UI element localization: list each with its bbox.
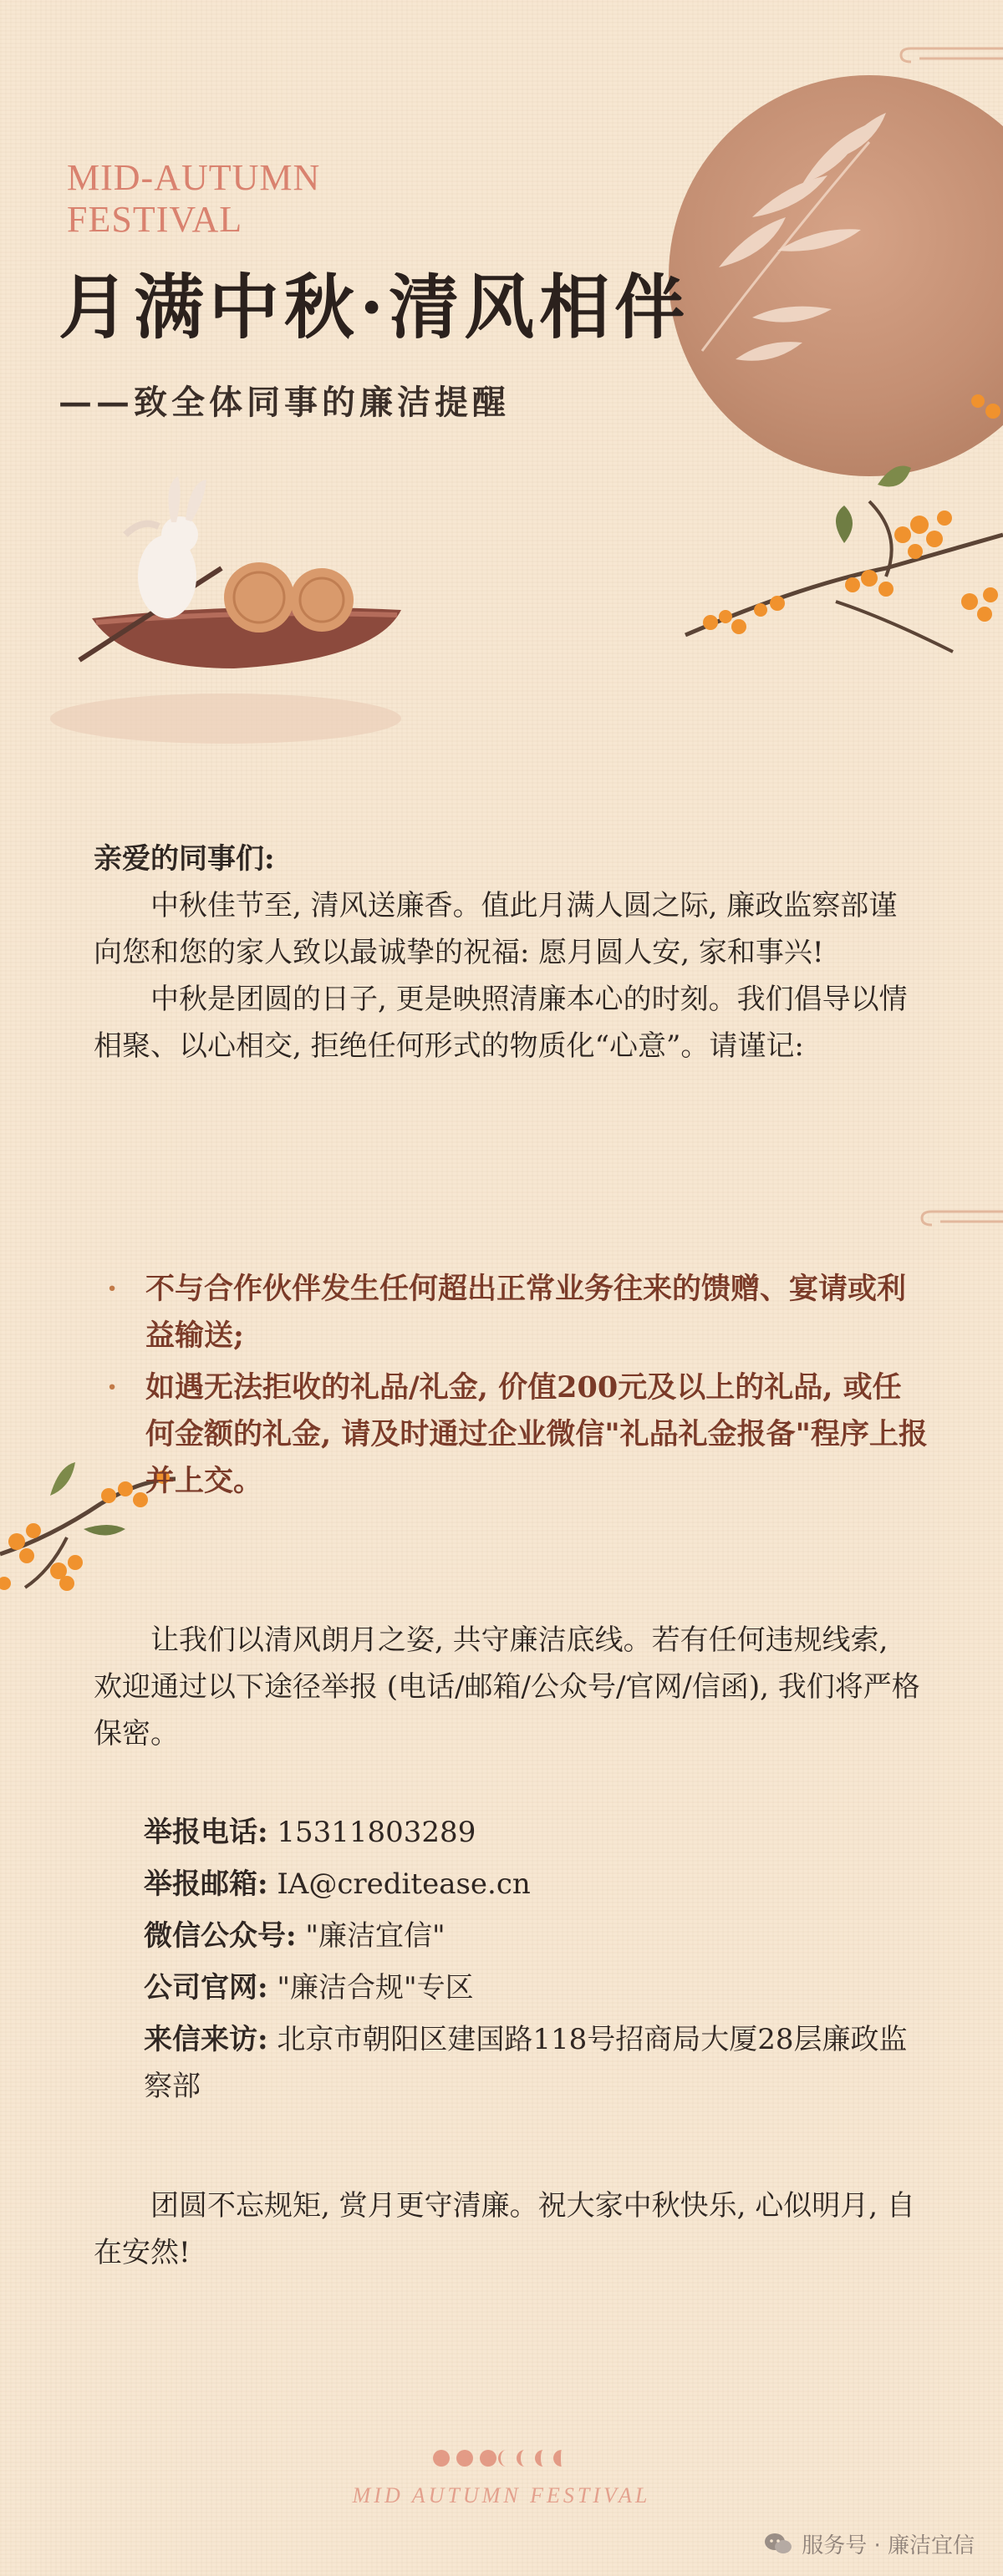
contact-value: "廉洁合规"专区 bbox=[277, 1971, 474, 2004]
festival-line2: FESTIVAL bbox=[67, 199, 243, 240]
contact-label: 举报电话: bbox=[144, 1816, 268, 1849]
contact-list bbox=[144, 1809, 921, 2115]
moon-phases-icon bbox=[433, 2450, 562, 2467]
contact-value[interactable]: 15311803289 bbox=[277, 1816, 476, 1849]
contact-label: 微信公众号: bbox=[144, 1919, 297, 1953]
festival-english-title bbox=[67, 157, 418, 241]
boat-illustration bbox=[50, 476, 401, 744]
reminder-item bbox=[100, 1266, 928, 1359]
reminder-item bbox=[100, 1364, 928, 1505]
bullet-icon: · bbox=[107, 1272, 118, 1306]
paragraph-appeal: 中秋是团圆的日子, 更是映照清廉本心的时刻。我们倡导以情相聚、以心相交, 拒绝任何形式的物质化“心意”。请谨记: bbox=[94, 983, 908, 1063]
contact-label: 举报邮箱: bbox=[144, 1867, 268, 1901]
contact-value: "廉洁宜信" bbox=[305, 1919, 445, 1953]
reminder-text: 不与合作伙伴发生任何超出正常业务往来的馈赠、宴请或利益输送; bbox=[145, 1272, 907, 1353]
page-subtitle: ——致全体同事的廉洁提醒 bbox=[59, 383, 510, 422]
letter-report bbox=[94, 1617, 921, 1757]
page-title: 月满中秋·清风相伴 bbox=[59, 266, 690, 348]
contact-label: 来信来访: bbox=[144, 2023, 268, 2056]
paragraph-closing: 团圆不忘规矩, 赏月更守清廉。祝大家中秋快乐, 心似明月, 自在安然! bbox=[94, 2189, 915, 2269]
contact-website bbox=[144, 1964, 921, 2011]
festival-line1: MID-AUTUMN bbox=[67, 157, 321, 198]
watermark-text: 服务号 · 廉洁宜信 bbox=[802, 2533, 975, 2558]
bullet-icon: · bbox=[107, 1370, 118, 1405]
reminder-text: 如遇无法拒收的礼品/礼金, 价值200元及以上的礼品, 或任何金额的礼金, 请及时通过企业微信"礼品礼金报备"程序上报并上交。 bbox=[145, 1370, 928, 1498]
contact-label: 公司官网: bbox=[144, 1971, 268, 2004]
wechat-icon bbox=[763, 2532, 793, 2557]
contact-wechat bbox=[144, 1913, 921, 1959]
watermark bbox=[763, 2528, 975, 2559]
contact-address bbox=[144, 2016, 921, 2110]
letter-intro bbox=[94, 836, 921, 1070]
contact-value: 北京市朝阳区建国路118号招商局大厦28层廉政监察部 bbox=[144, 2023, 908, 2103]
greeting: 亲爱的同事们: bbox=[94, 842, 275, 876]
paragraph-report: 让我们以清风朗月之姿, 共守廉洁底线。若有任何违规线索, 欢迎通过以下途径举报 (电话/邮箱/公众号/官网/信函), 我们将严格保密。 bbox=[94, 1623, 920, 1750]
cloud-lines-mid bbox=[922, 1212, 1003, 1225]
paragraph-greeting: 中秋佳节至, 清风送廉香。值此月满人圆之际, 廉政监察部谨向您和您的家人致以最诚挚的祝福: 愿月圆人安, 家和事兴! bbox=[94, 889, 898, 969]
cloud-lines-top bbox=[901, 48, 1003, 62]
contact-phone bbox=[144, 1809, 921, 1856]
letter-closing bbox=[94, 2182, 921, 2276]
contact-value[interactable]: IA@creditease.cn bbox=[277, 1867, 531, 1901]
reminder-list bbox=[100, 1266, 928, 1510]
footer-festival-text: MID AUTUMN FESTIVAL bbox=[352, 2483, 651, 2507]
contact-email bbox=[144, 1861, 921, 1908]
